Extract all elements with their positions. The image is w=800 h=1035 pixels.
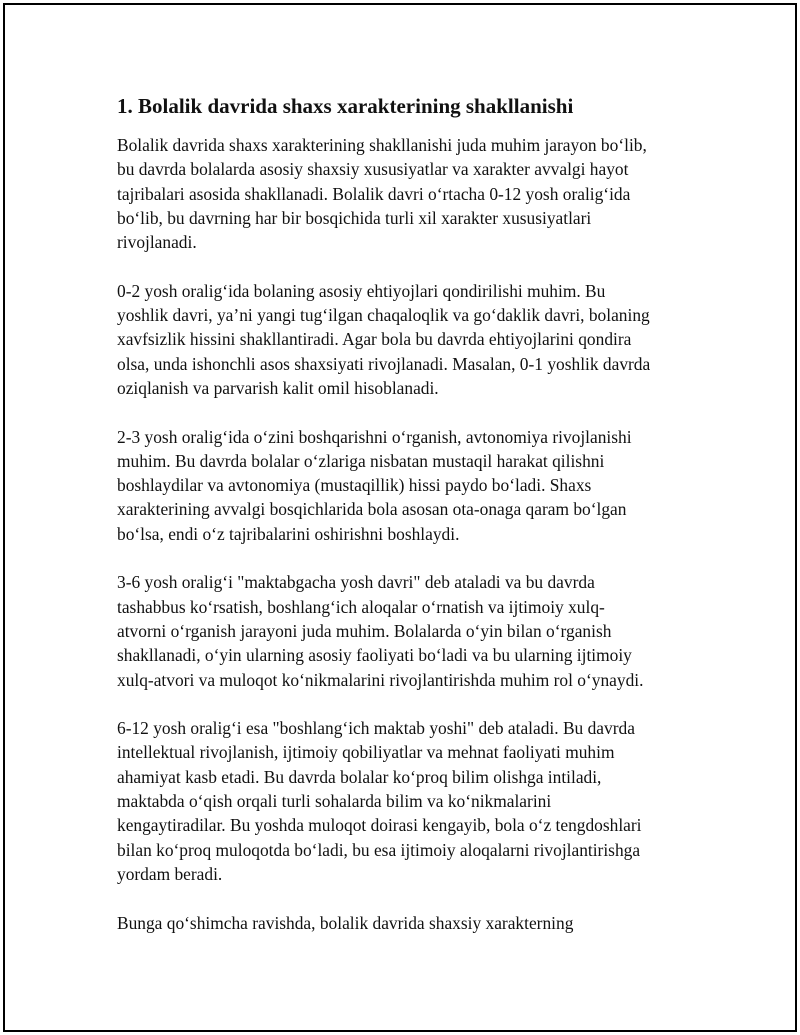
text-line: 3-6 yosh oralig‘i "maktabgacha yosh davri" deb ataladi va bu davrda [117,572,595,593]
document-body [117,93,687,959]
text-line: intellektual rivojlanish, ijtimoiy qobiliyatlar va mehnat faoliyati muhim [117,742,615,763]
paragraph [117,425,687,546]
text-line: olsa, unda ishonchli asos shaxsiyati rivojlanadi. Masalan, 0-1 yoshlik davrda [117,353,651,374]
text-line: Bolalik davrida shaxs xarakterining shakllanishi juda muhim jarayon bo‘lib, [117,135,647,155]
text-line: xavfsizlik hissini shakllantiradi. Agar bola bu davrda ehtiyojlarini qondira [117,329,632,350]
text-line: ahamiyat kasb etadi. Bu davrda bolalar ko‘proq bilim olishga intiladi, [117,766,602,787]
text-line: yordam beradi. [117,863,223,884]
text-line: 6-12 yosh oralig‘i esa "boshlang‘ich maktab yoshi" deb ataladi. Bu davrda [117,718,635,739]
text-line: 0-2 yosh oralig‘ida bolaning asosiy ehtiyojlari qondirilishi muhim. Bu [117,280,606,301]
paragraph [117,716,687,886]
paragraph [117,133,687,254]
paragraph [117,279,687,400]
text-line: atvorni o‘rganish jarayoni juda muhim. Bolalarda o‘yin bilan o‘rganish [117,620,612,641]
text-line: kengaytiradilar. Bu yoshda muloqot doirasi kengayib, bola o‘z tengdoshlari [117,815,642,836]
text-line: shakllanadi, o‘yin ularning asosiy faoliyati bo‘ladi va bu ularning ijtimoiy [117,645,632,666]
text-line: tajribalari asosida shakllanadi. Bolalik davri o‘rtacha 0-12 yosh oralig‘ida [117,183,631,204]
text-line: 2-3 yosh oralig‘ida o‘zini boshqarishni o‘rganish, avtonomiya rivojlanishi [117,426,632,447]
text-line: bu davrda bolalarda asosiy shaxsiy xususiyatlar va xarakter avvalgi hayot [117,159,629,180]
text-line: yoshlik davri, ya’ni yangi tug‘ilgan chaqaloqlik va go‘daklik davri, bolaning [117,305,650,326]
paragraph [117,570,687,691]
text-line: oziqlanish va parvarish kalit omil hisoblanadi. [117,377,439,398]
text-line: xulq-atvori va muloqot ko‘nikmalarini rivojlantirishda muhim rol o‘ynaydi. [117,669,644,690]
text-line: bo‘lsa, endi o‘z tajribalarini oshirishni boshlaydi. [117,523,460,544]
section-heading: 1. Bolalik davrida shaxs xarakterining shakllanishi [117,94,574,118]
text-line: tashabbus ko‘rsatish, boshlang‘ich aloqalar o‘rnatish va ijtimoiy xulq- [117,596,605,617]
paragraph-list [117,133,687,935]
paragraph [117,911,687,935]
text-line: rivojlanadi. [117,232,197,253]
text-line: muhim. Bu davrda bolalar o‘zlariga nisbatan mustaqil harakat qilishni [117,450,605,471]
text-line: xarakterining avvalgi bosqichlarida bola asosan ota-onaga qaram bo‘lgan [117,499,627,520]
text-line: maktabda o‘qish orqali turli sohalarda bilim va ko‘nikmalarini [117,791,552,812]
text-line: boshlaydilar va avtonomiya (mustaqillik) hissi paydo bo‘ladi. Shaxs [117,475,592,496]
text-line: bilan ko‘proq muloqotda bo‘ladi, bu esa ijtimoiy aloqalarni rivojlantirishga [117,839,641,860]
text-line: bo‘lib, bu davrning har bir bosqichida turli xil xarakter xususiyatlari [117,207,592,228]
text-line: Bunga qo‘shimcha ravishda, bolalik davrida shaxsiy xarakterning [117,912,574,933]
